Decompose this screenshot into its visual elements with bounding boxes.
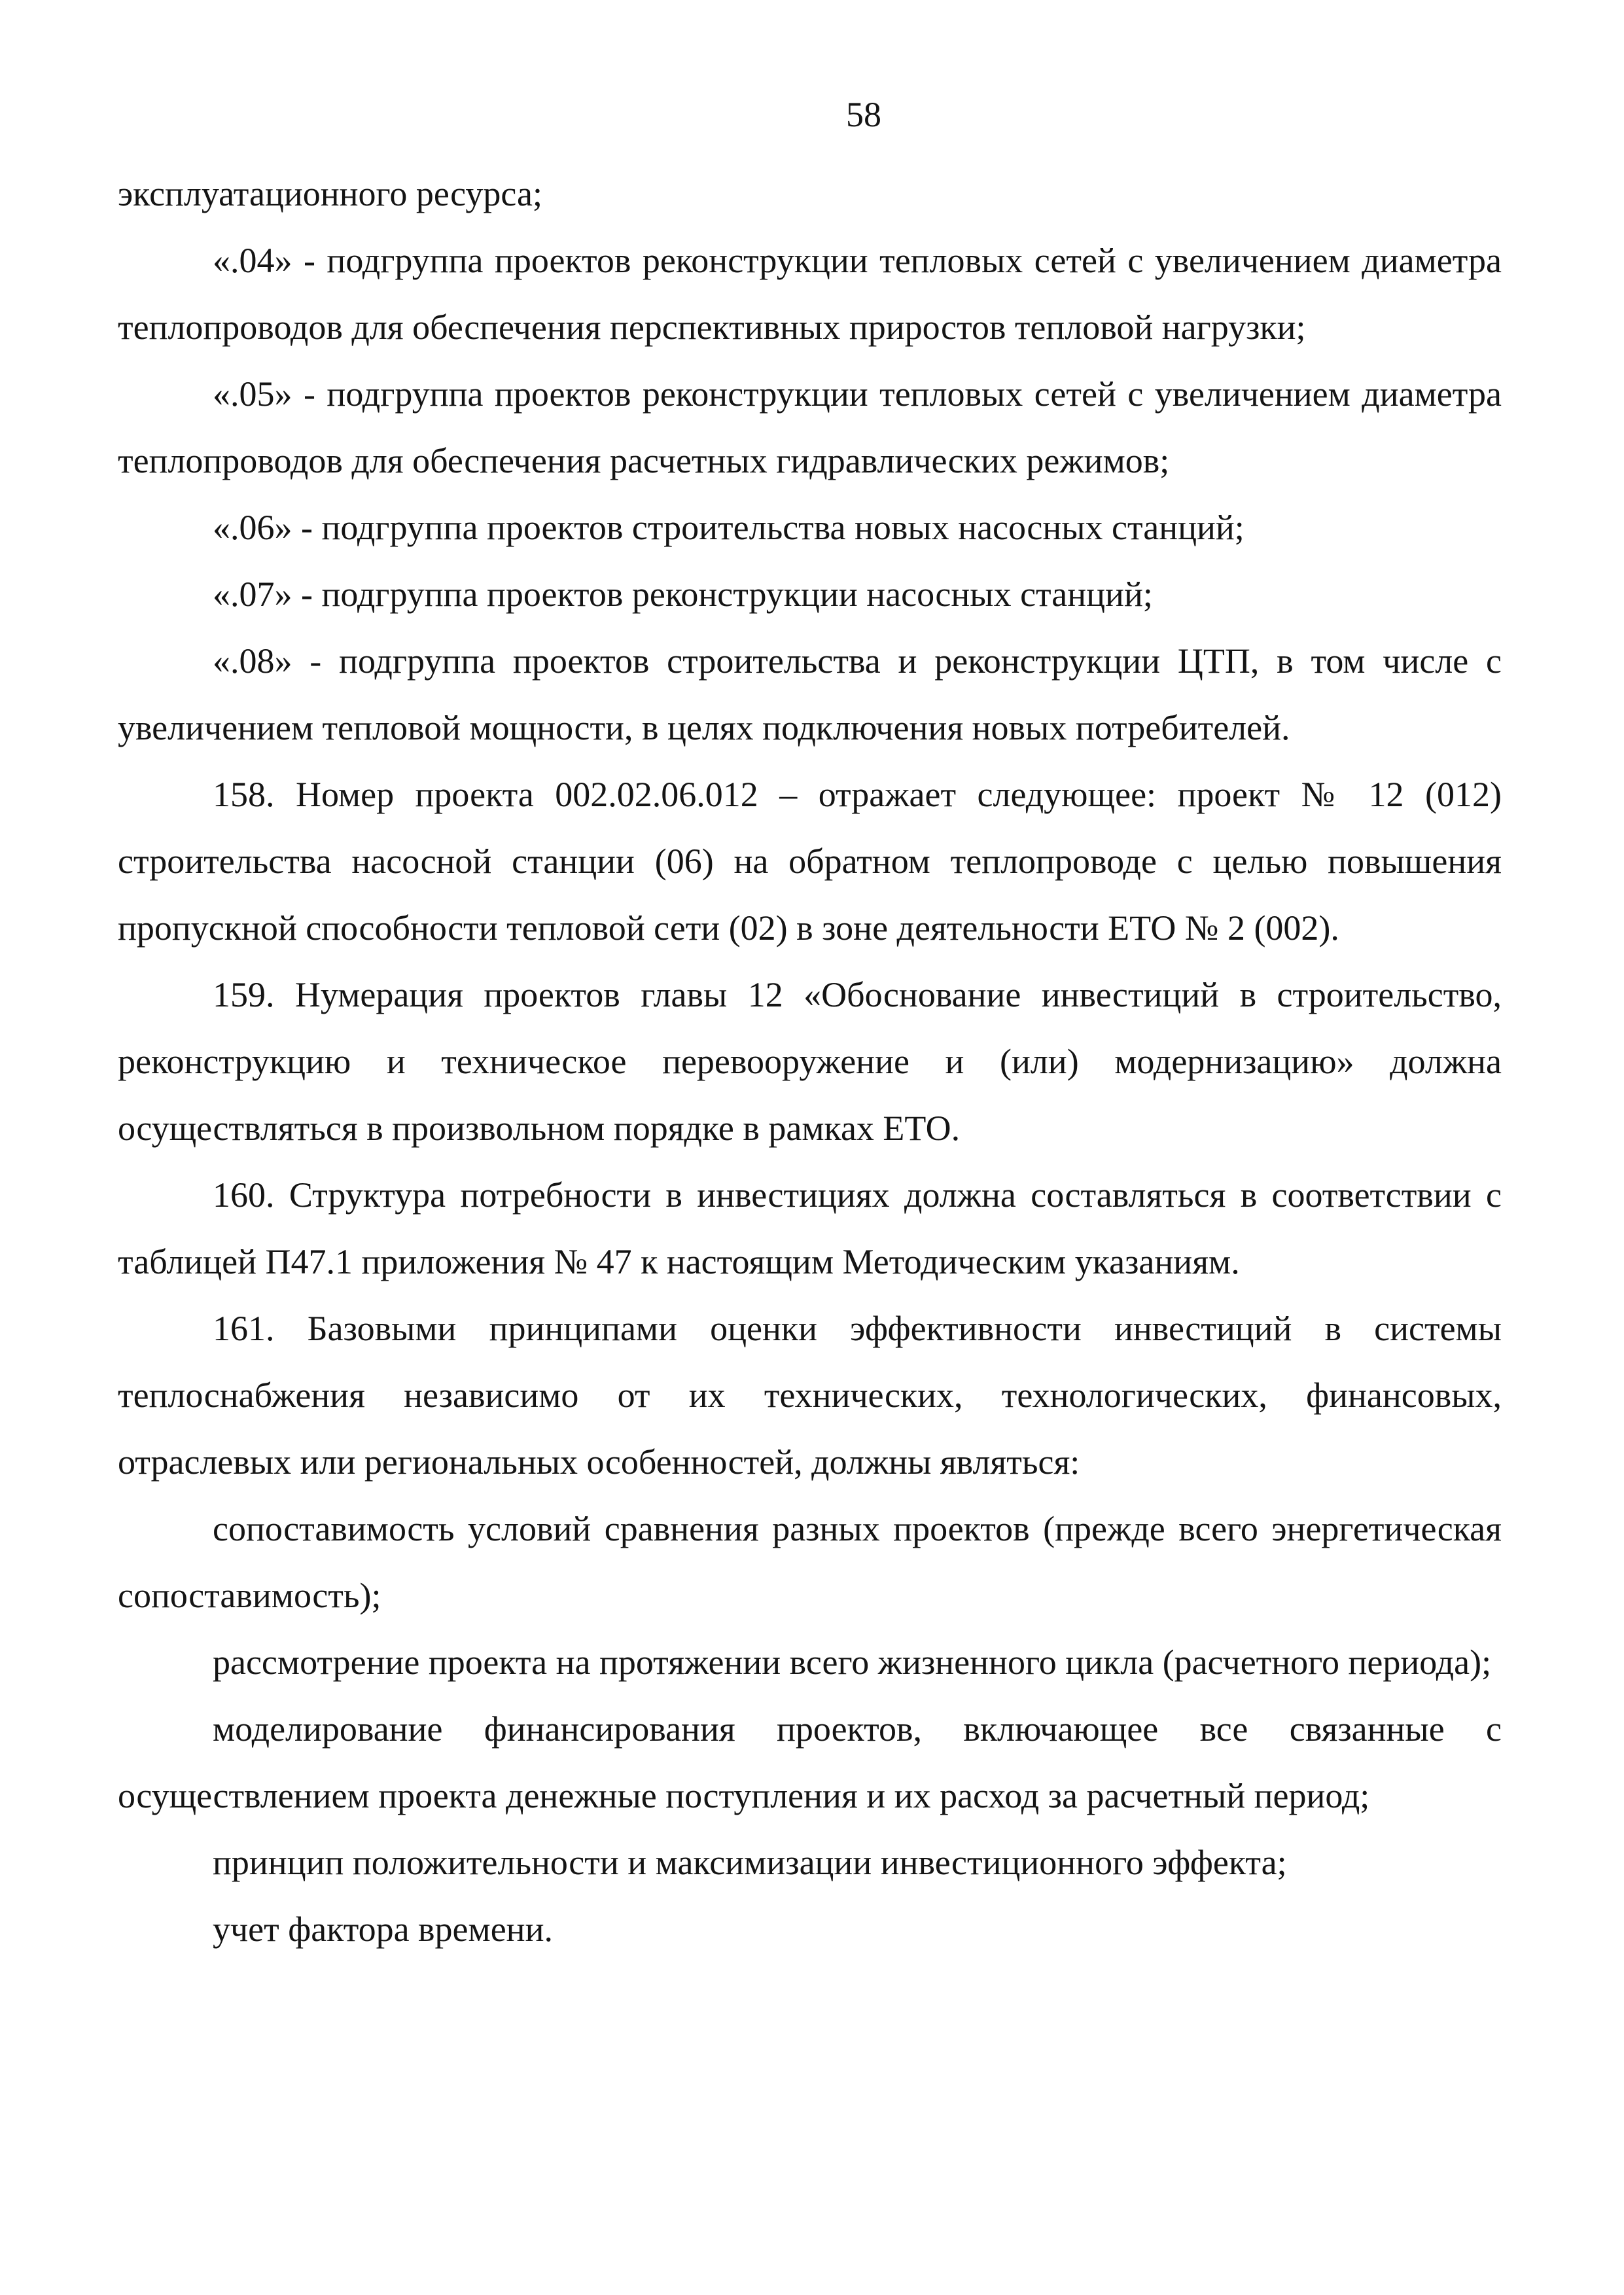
- paragraph-subgroup-07: «.07» - подгруппа проектов реконструкции насосных станций;: [213, 575, 1153, 614]
- paragraph-160: 160. Структура потребности в инвестициях должна составляться в соответствии с таблицей П47.1 приложения № 47 к настоящим Методическим указаниям.: [118, 1175, 1502, 1281]
- paragraph-161: 161. Базовыми принципами оценки эффективности инвестиций в системы теплоснабжения независимо от их технических, технологических, финансовых, отраслевых или региональных особенностей, должны являться:: [118, 1309, 1502, 1482]
- page-number: 58: [846, 95, 881, 134]
- paragraph-subgroup-08: «.08» - подгруппа проектов строительства и реконструкции ЦТП, в том числе с увеличением тепловой мощности, в целях подключения новых потребителей.: [118, 641, 1502, 747]
- paragraph-subgroup-04: «.04» - подгруппа проектов реконструкции тепловых сетей с увеличением диаметра теплопроводов для обеспечения перспективных приростов тепловой нагрузки;: [118, 241, 1502, 347]
- paragraph-subgroup-05: «.05» - подгруппа проектов реконструкции тепловых сетей с увеличением диаметра теплопроводов для обеспечения расчетных гидравлических режимов;: [118, 374, 1502, 480]
- paragraph-subgroup-06: «.06» - подгруппа проектов строительства новых насосных станций;: [213, 508, 1244, 547]
- principle-financing-modeling: моделирование финансирования проектов, включающее все связанные с осуществлением проекта денежные поступления и их расход за расчетный период;: [118, 1709, 1502, 1815]
- paragraph-159: 159. Нумерация проектов главы 12 «Обоснование инвестиций в строительство, реконструкцию и техническое перевооружение и (или) модернизацию» должна осуществляться в произвольном порядке в рамках ЕТО.: [118, 975, 1502, 1148]
- paragraph-158: 158. Номер проекта 002.02.06.012 – отражает следующее: проект № 12 (012) строительства насосной станции (06) на обратном теплопроводе с целью повышения пропускной способности тепловой сети (02) в зоне деятельности ЕТО № 2 (002).: [118, 775, 1502, 948]
- principle-life-cycle: рассмотрение проекта на протяжении всего жизненного цикла (расчетного периода);: [213, 1643, 1492, 1682]
- principle-positivity: принцип положительности и максимизации инвестиционного эффекта;: [213, 1843, 1287, 1882]
- paragraph-continuation: эксплуатационного ресурса;: [118, 174, 543, 213]
- body-text: [118, 160, 1502, 1963]
- principle-comparability: сопоставимость условий сравнения разных проектов (прежде всего энергетическая сопоставимость);: [118, 1509, 1502, 1615]
- principle-time-factor: учет фактора времени.: [213, 1910, 553, 1949]
